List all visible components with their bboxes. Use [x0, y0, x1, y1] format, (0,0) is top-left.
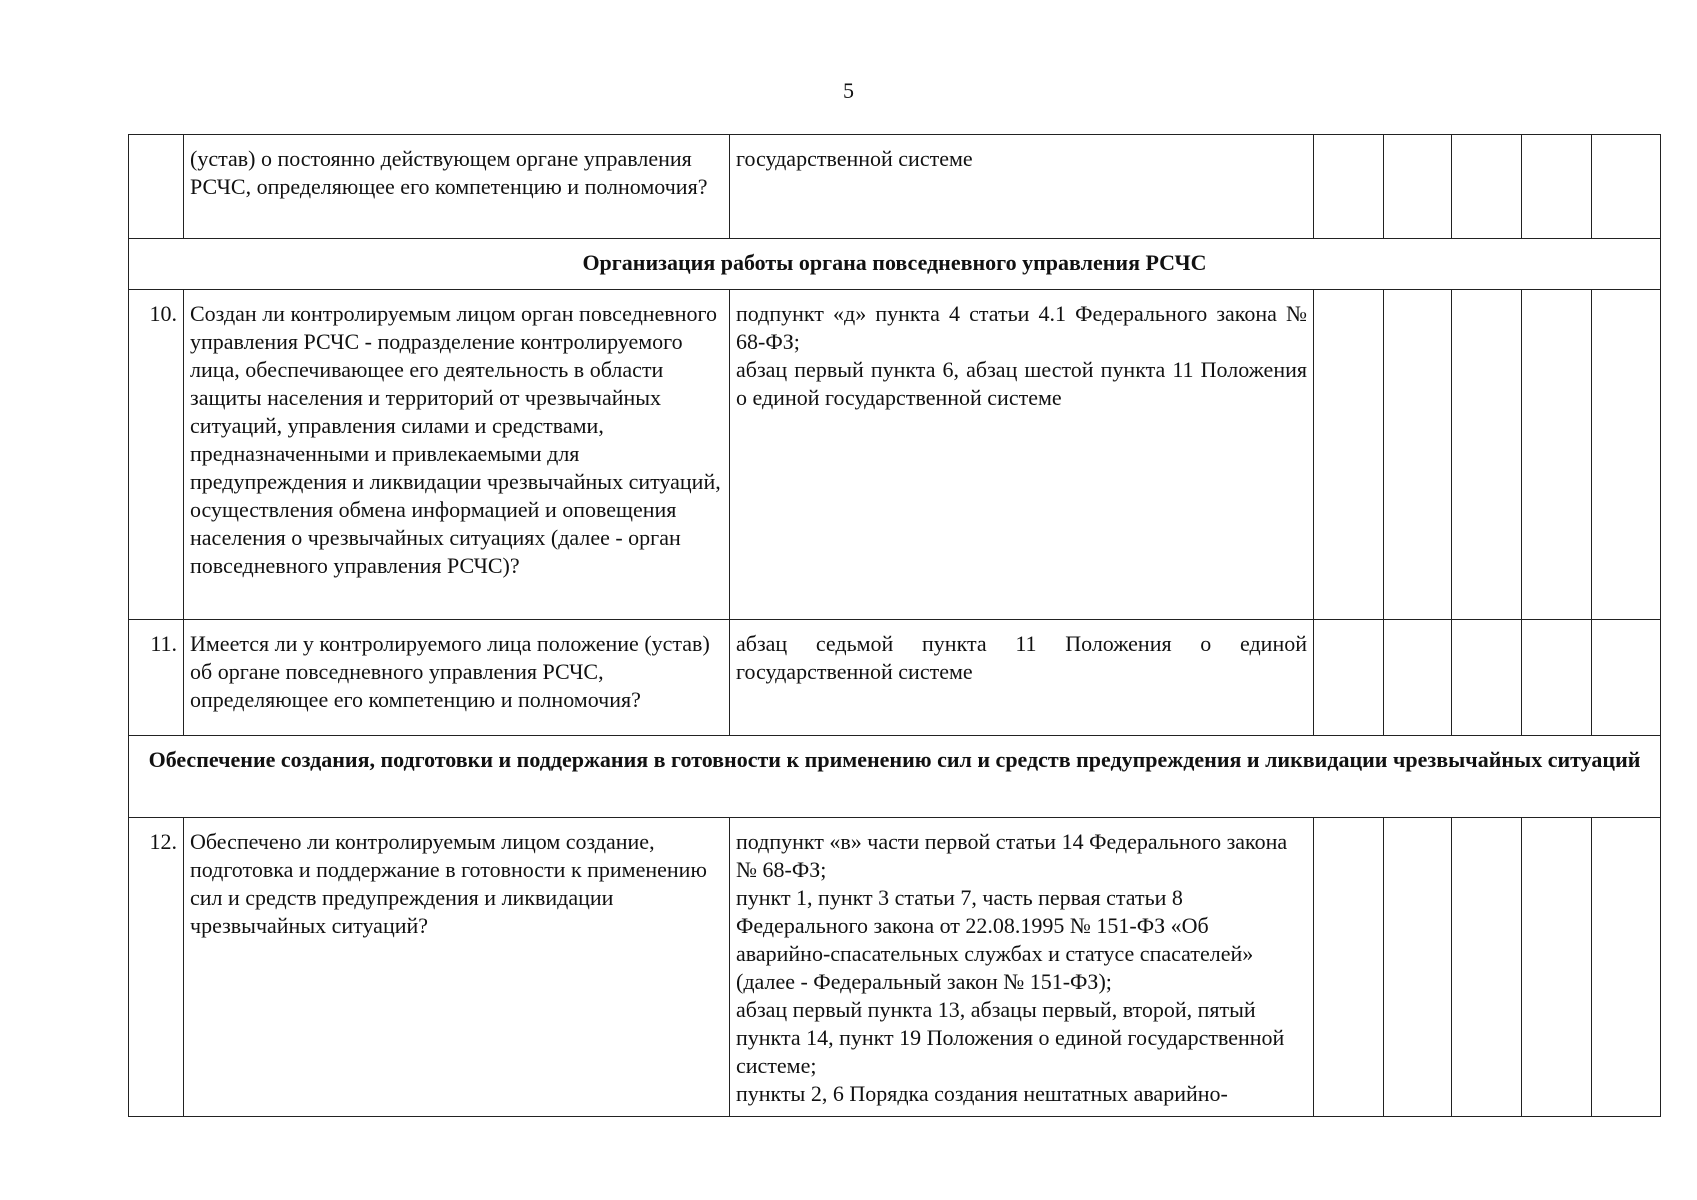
question-cell: Имеется ли у контролируемого лица положение (устав) об органе повседневного управления РСЧС, определяющее его компетенцию и полномочия?: [184, 620, 730, 736]
mark-cell: [1592, 290, 1661, 620]
mark-cell: [1522, 818, 1592, 1117]
mark-cell: [1314, 135, 1384, 239]
mark-cell: [1452, 620, 1522, 736]
basis-cell: [730, 290, 1314, 620]
section-row: [129, 736, 1661, 818]
basis-line: пункт 1, пункт 3 статьи 7, часть первая статьи 8 Федерального закона от 22.08.1995 № 151-ФЗ «Об аварийно-спасательных службах и статусе спасателей» (далее - Федеральный закон № 151-ФЗ);: [736, 885, 1254, 994]
mark-cell: [1592, 135, 1661, 239]
basis-line: абзац первый пункта 13, абзацы первый, второй, пятый пункта 14, пункт 19 Положения о единой государственной системе;: [736, 997, 1285, 1078]
section-heading: Обеспечение создания, подготовки и поддержания в готовности к применению сил и средств предупреждения и ликвидации чрезвычайных ситуаций: [129, 736, 1661, 818]
basis-line: пункты 2, 6 Порядка создания нештатных аварийно-: [736, 1081, 1228, 1106]
table-row: [129, 290, 1661, 620]
basis-cell: [730, 620, 1314, 736]
mark-cell: [1452, 818, 1522, 1117]
mark-cell: [1314, 620, 1384, 736]
mark-cell: [1592, 620, 1661, 736]
mark-cell: [1522, 620, 1592, 736]
mark-cell: [1592, 818, 1661, 1117]
mark-cell: [1522, 290, 1592, 620]
page-number: 5: [843, 78, 854, 103]
question-cell: Обеспечено ли контролируемым лицом создание, подготовка и поддержание в готовности к применению сил и средств предупреждения и ликвидации чрезвычайных ситуаций?: [184, 818, 730, 1117]
section-heading: Организация работы органа повседневного управления РСЧС: [129, 239, 1661, 290]
basis-cell: [730, 135, 1314, 239]
mark-cell: [1384, 290, 1452, 620]
mark-cell: [1384, 818, 1452, 1117]
row-number: 12.: [129, 818, 184, 1117]
question-cell: (устав) о постоянно действующем органе управления РСЧС, определяющее его компетенцию и полномочия?: [184, 135, 730, 239]
section-row: [129, 239, 1661, 290]
row-number: [129, 135, 184, 239]
mark-cell: [1314, 290, 1384, 620]
checklist-table: [128, 134, 1661, 1117]
table-row: [129, 135, 1661, 239]
basis-line: государственной системе: [736, 146, 973, 171]
mark-cell: [1452, 290, 1522, 620]
mark-cell: [1452, 135, 1522, 239]
mark-cell: [1384, 620, 1452, 736]
basis-line: подпункт «в» части первой статьи 14 Федерального закона № 68-ФЗ;: [736, 829, 1288, 882]
basis-line: абзац седьмой пункта 11 Положения о единой государственной системе: [736, 631, 1307, 684]
row-number: 10.: [129, 290, 184, 620]
basis-line: подпункт «д» пункта 4 статьи 4.1 Федерального закона № 68-ФЗ;: [736, 301, 1307, 354]
mark-cell: [1314, 818, 1384, 1117]
question-cell: Создан ли контролируемым лицом орган повседневного управления РСЧС - подразделение контролируемого лица, обеспечивающее его деятельность в области защиты населения и территорий от чрезвычайных ситуаций, управления силами и средствами, предназначенными и привлекаемыми для предупреждения и ликвидации чрезвычайных ситуаций, осуществления обмена информацией и оповещения населения о чрезвычайных ситуациях (далее - орган повседневного управления РСЧС)?: [184, 290, 730, 620]
table-row: [129, 818, 1661, 1117]
basis-cell: [730, 818, 1314, 1117]
mark-cell: [1522, 135, 1592, 239]
mark-cell: [1384, 135, 1452, 239]
basis-line: абзац первый пункта 6, абзац шестой пункта 11 Положения о единой государственной системе: [736, 357, 1307, 410]
table-row: [129, 620, 1661, 736]
row-number: 11.: [129, 620, 184, 736]
